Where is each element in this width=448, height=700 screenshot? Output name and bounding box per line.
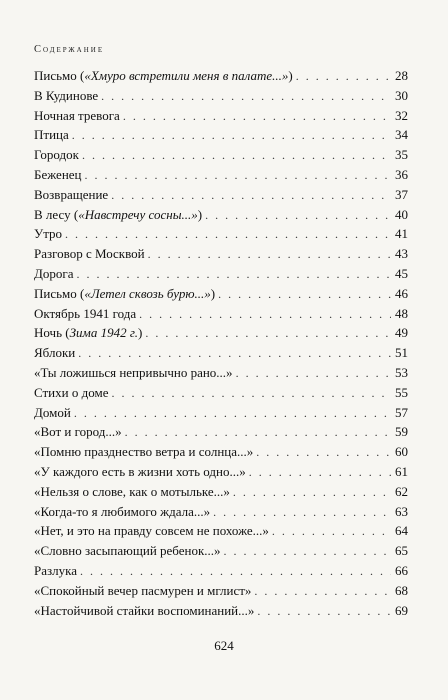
- dot-leader: [254, 582, 391, 602]
- toc-entry-page: 60: [395, 444, 408, 460]
- toc-entry-page: 36: [395, 166, 408, 182]
- dot-leader: [218, 285, 391, 305]
- dot-leader: [111, 384, 391, 404]
- toc-entry-title: [34, 482, 230, 502]
- dot-leader: [80, 562, 391, 582]
- dot-leader: [74, 404, 391, 424]
- toc-entry: [34, 125, 408, 145]
- toc-entry-title-text: Возвращение: [34, 186, 109, 202]
- dot-leader: [272, 522, 391, 542]
- toc-entry: [34, 165, 408, 185]
- toc-entry-page: 41: [395, 226, 408, 242]
- toc-entry-title: [34, 264, 73, 284]
- dot-leader: [82, 146, 391, 166]
- dot-leader: [256, 443, 391, 463]
- dot-leader: [85, 166, 392, 186]
- toc-entry-title-text: Птица: [34, 127, 69, 143]
- toc-entry-title-italic: «Хмуро встретили меня в палате...»: [84, 68, 289, 83]
- toc-entry-title-suffix: ): [210, 285, 216, 301]
- toc-entry-page: 68: [395, 582, 408, 598]
- toc-entry: [34, 482, 408, 502]
- toc-entry-title-suffix: ): [197, 206, 203, 222]
- toc-entry-title-text: Беженец: [34, 166, 82, 182]
- toc-entry: [34, 185, 408, 205]
- toc-entry-title-text: Дорога: [34, 265, 74, 281]
- toc-entry: [34, 363, 408, 383]
- toc-entry-page: 45: [395, 265, 408, 281]
- toc-entry: [34, 521, 408, 541]
- toc-entry-title-text: Ночная тревога: [34, 107, 120, 123]
- toc-entry-title: [34, 323, 142, 343]
- dot-leader: [123, 107, 391, 127]
- dot-leader: [76, 265, 391, 285]
- toc-entry-title: [34, 541, 221, 561]
- toc-entry-title: [34, 86, 98, 106]
- toc-entry: [34, 403, 408, 423]
- toc-entry-page: 43: [395, 246, 408, 262]
- toc-entry-title-text: «Спокойный вечер пасмурен и мглист»: [34, 582, 252, 598]
- toc-entry-title: [34, 145, 79, 165]
- toc-entry-page: 34: [395, 127, 408, 143]
- toc-entry-page: 49: [395, 325, 408, 341]
- toc-entry: [34, 581, 408, 601]
- toc-entry-title-text: «Вот и город...»: [34, 424, 122, 440]
- toc-entry-title: [34, 125, 69, 145]
- toc-entry-title: [34, 363, 233, 383]
- toc-entry-title: [34, 561, 77, 581]
- toc-entry-title: [34, 383, 108, 403]
- toc-entry-page: 46: [395, 285, 408, 301]
- toc-entry-page: 57: [395, 404, 408, 420]
- toc-entry-title-text: Утро: [34, 226, 63, 242]
- toc-entry-page: 35: [395, 147, 408, 163]
- toc-entry-title-text: «Настойчивой стайки воспоминаний...»: [34, 602, 255, 618]
- dot-leader: [233, 483, 391, 503]
- toc-entry: [34, 323, 408, 343]
- dot-leader: [224, 542, 391, 562]
- toc-entry-title: [34, 462, 246, 482]
- toc-entry-page: 62: [395, 483, 408, 499]
- toc-entry-title-text: «Помню празднество ветра и солнца...»: [34, 444, 254, 460]
- toc-entry-page: 51: [395, 345, 408, 361]
- toc-entry-title-text: Разговор с Москвой: [34, 246, 145, 262]
- toc-entry: [34, 343, 408, 363]
- toc-entry-title: [34, 185, 108, 205]
- toc-entry-title: [34, 403, 71, 423]
- dot-leader: [72, 126, 391, 146]
- toc-entry-title: [34, 205, 202, 225]
- toc-entry-page: 65: [395, 543, 408, 559]
- toc-entry-page: 48: [395, 305, 408, 321]
- toc-entry-title-text: Письмо (: [34, 68, 85, 83]
- toc-entry-title-text: Ночь (: [34, 325, 70, 341]
- dot-leader: [236, 364, 391, 384]
- toc-entry-title-text: Разлука: [34, 562, 78, 578]
- section-header: Содержание: [34, 44, 105, 55]
- toc-entry: [34, 106, 408, 126]
- toc-entry: [34, 86, 408, 106]
- toc-entry-title-text: «Нет, и это на правду совсем не похоже...»: [34, 523, 269, 539]
- dot-leader: [148, 245, 391, 265]
- toc-entry: [34, 442, 408, 462]
- toc-entry: [34, 541, 408, 561]
- toc-entry: [34, 205, 408, 225]
- toc-entry-title-text: «Ты ложишься непривычно рано...»: [34, 364, 233, 380]
- dot-leader: [139, 305, 391, 325]
- toc-entry-title: [34, 601, 254, 621]
- toc-entry-title: [34, 422, 122, 442]
- toc-entry: [34, 422, 408, 442]
- toc-entry-title-text: В лесу (: [34, 206, 79, 222]
- toc-entry-title: [34, 224, 62, 244]
- toc-entry-title-text: Октябрь 1941 года: [34, 305, 137, 321]
- toc-entry: [34, 561, 408, 581]
- toc-entry: [34, 304, 408, 324]
- toc-entry: [34, 145, 408, 165]
- toc-entry-title: [34, 343, 75, 363]
- toc-entry: [34, 244, 408, 264]
- toc-entry-title: [34, 165, 82, 185]
- toc-entry-title-text: Яблоки: [34, 345, 76, 361]
- toc-entry-title-text: В Кудинове: [34, 87, 99, 103]
- toc-entry: [34, 66, 408, 86]
- toc-entry-title-text: «Словно засыпающий ребенок...»: [34, 543, 221, 559]
- toc-entry-title-text: «У каждого есть в жизни хоть одно...»: [34, 463, 246, 479]
- toc-entry-page: 40: [395, 206, 408, 222]
- toc-entry-title: [34, 304, 136, 324]
- dot-leader: [257, 602, 391, 622]
- toc-entry-page: 61: [395, 463, 408, 479]
- toc-entry-title: [34, 502, 210, 522]
- toc-entry-page: 30: [395, 87, 408, 103]
- dot-leader: [101, 87, 391, 107]
- dot-leader: [145, 324, 391, 344]
- toc-entry-title-text: Письмо (: [34, 285, 85, 301]
- toc-entry-page: 32: [395, 107, 408, 123]
- toc-entry-title-suffix: ): [138, 325, 143, 341]
- dot-leader: [205, 206, 391, 226]
- toc-entry-page: 28: [395, 68, 408, 83]
- toc-entry-title-italic: Зима 1942 г.: [69, 325, 138, 341]
- toc-entry: [34, 264, 408, 284]
- toc-entry: [34, 284, 408, 304]
- dot-leader: [111, 186, 391, 206]
- toc-entry-title: [34, 106, 120, 126]
- dot-leader: [125, 423, 391, 443]
- toc-entry-title-text: Домой: [34, 404, 71, 420]
- toc-entry-page: 66: [395, 562, 408, 578]
- toc-entry-title-text: «Нельзя о слове, как о мотыльке...»: [34, 483, 230, 499]
- toc-entry-page: 53: [395, 364, 408, 380]
- toc-entry-title-suffix: ): [288, 68, 293, 83]
- toc-entry-title: [34, 581, 251, 601]
- toc-entry-title-text: «Когда-то я любимого ждала...»: [34, 503, 211, 519]
- table-of-contents: [34, 66, 408, 620]
- toc-entry-title: [34, 284, 215, 304]
- toc-entry-title: [34, 521, 269, 541]
- toc-entry: [34, 383, 408, 403]
- toc-entry: [34, 462, 408, 482]
- toc-entry-title: [34, 66, 293, 86]
- toc-entry-title-italic: «Летел сквозь бурю...»: [84, 285, 211, 301]
- toc-entry-title: [34, 442, 253, 462]
- toc-entry-title-text: Городок: [34, 147, 79, 163]
- toc-entry-page: 37: [395, 186, 408, 202]
- toc-entry-title-italic: «Навстречу сосны...»: [78, 206, 198, 222]
- dot-leader: [78, 344, 391, 364]
- toc-entry-page: 69: [395, 602, 408, 618]
- toc-entry-title-text: Стихи о доме: [34, 384, 109, 400]
- toc-entry: [34, 224, 408, 244]
- toc-entry-page: 59: [395, 424, 408, 440]
- toc-entry-title: [34, 244, 145, 264]
- toc-entry: [34, 601, 408, 621]
- page-number: 624: [214, 638, 234, 653]
- dot-leader: [213, 503, 391, 523]
- dot-leader: [65, 225, 391, 245]
- toc-entry-page: 55: [395, 384, 408, 400]
- toc-entry-page: 64: [395, 523, 408, 539]
- toc-entry: [34, 502, 408, 522]
- dot-leader: [296, 67, 391, 87]
- dot-leader: [249, 463, 391, 483]
- toc-entry-page: 63: [395, 503, 408, 519]
